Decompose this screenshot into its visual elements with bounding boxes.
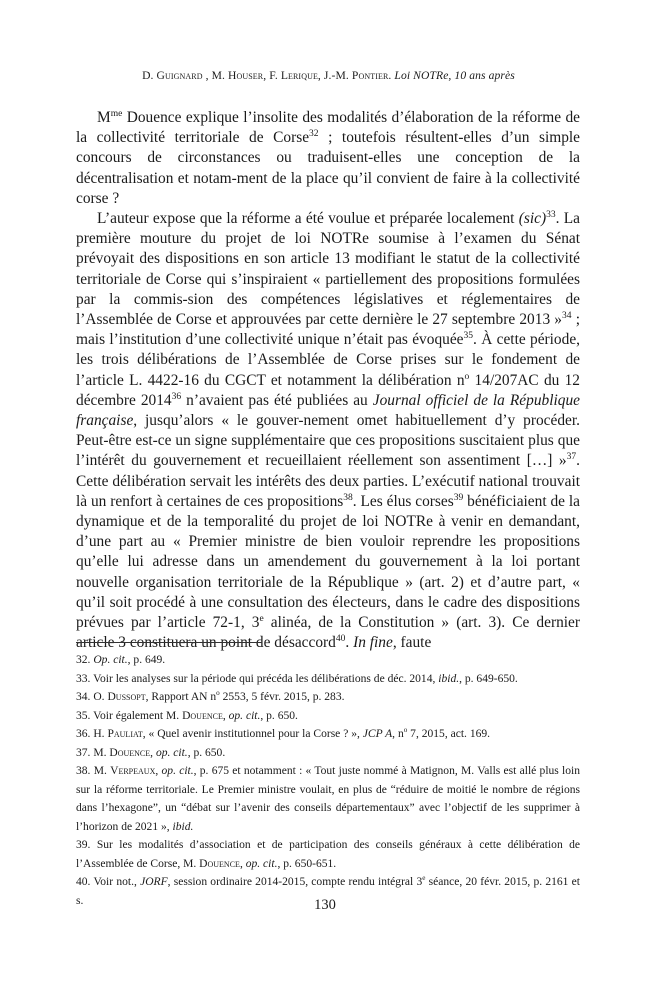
author-name: Verpeaux (110, 765, 156, 777)
text-run: 7, 2015, act. 169. (407, 728, 491, 740)
text-run: Voir les analyses sur la période qui précéda les délibérations de déc. 2014, (93, 672, 439, 685)
author-name: Douence (182, 709, 223, 722)
header-authors: D. Guignard , M. Houser, F. Lerique, J.-M. Pontier. (142, 69, 392, 82)
footnote-34 (76, 688, 580, 707)
text-run: . La première mouture du projet de loi NOTRe soumise à l’examen du Sénat prévoyait des dispositions en son article 13 modifiant le statut de la collectivité territoriale de Corse qui s’inspiraient « partiellement des propositions formulées par la commis-sion des compétences législatives et réglementaires de l’Assemblée de Corse et approuvées par cette dernière le 27 septembre 2013 » (76, 210, 580, 329)
superscript: me (110, 107, 123, 119)
text-run: , (222, 709, 229, 722)
text-run: , p. 675 et notamment : « Tout juste nommé à Matignon, M. Valls est allé plus loin sur la réforme territoriale. Le Premier ministre voulait, en plus de “réduire de moitié le nombre de régions dans l’hexagone”, un “débat sur l’avenir des conseils départementaux” avec l’objectif de les supprimer à l’horizon de 2021 », (76, 765, 581, 833)
text-run: . Les élus corses (352, 492, 454, 510)
author-name: Douence (109, 746, 151, 759)
footnote-38 (76, 762, 580, 836)
text-run: , faute (392, 634, 432, 652)
text-run: Sur les modalités d’association et de participation des conseils généraux à cette délibération de l’Assemblée de Corse, M. (76, 839, 580, 870)
text-run: , (150, 746, 156, 759)
journal-title-italic: Journal officiel de la République française (76, 391, 580, 430)
footnote-36 (76, 725, 580, 744)
footnote-ref-35[interactable]: 35 (463, 330, 474, 342)
text-run: M. (93, 765, 111, 777)
superscript: o (464, 370, 470, 382)
text-run: Douence explique l’insolite des modalités d’élaboration de la réforme de la collectivité territoriale de Corse (76, 109, 580, 147)
footnote-number: 40. (76, 876, 91, 888)
running-header (76, 69, 581, 82)
author-name: Douence (199, 857, 240, 870)
text-run: , « Quel avenir institutionnel pour la Corse ? », (142, 728, 363, 740)
italic-text: op. cit. (245, 857, 278, 870)
text-run: , p. 649-650. (459, 672, 518, 685)
italic-text: op. cit. (155, 746, 188, 759)
text-run: . À cette période, les trois délibérations de l’Assemblée de Corse prises sur le fondement de l’article L. 4422-16 du CGCT et notamment la délibération n (76, 331, 580, 389)
text-run: , (239, 857, 246, 870)
footnote-39 (76, 836, 580, 873)
text-run: bénéficiaient de la dynamique et de la temporalité du projet de loi NOTRe à venir en demandant, d’une part au « Premier ministre de bien vouloir reprendre les propositions qu’elle lui adresse dans un amendement du gouvernement à la loi portant nouvelle organisation territoriale de la République » (art. 2) et d’autre part, « qu’il soit procédé à une consultation des électeurs, dans le cadre des dispositions prévues par l’article 72-1, 3 (76, 492, 580, 632)
text-run: , p. 650. (187, 746, 226, 759)
page-number: 130 (314, 897, 336, 913)
text-run: 2553, 5 févr. 2015, p. 283. (219, 691, 345, 703)
author-name: Pauliat (107, 728, 143, 740)
superscript: o (403, 726, 408, 735)
text-run: M. (93, 746, 110, 759)
in-fine-italic: In fine (353, 634, 393, 652)
footnote-32 (76, 651, 580, 670)
footnote-ref-36[interactable]: 36 (171, 390, 182, 402)
text-run: n’avaient pas été publiées au (181, 391, 373, 409)
text-run: . (345, 634, 354, 652)
text-run: M (97, 109, 111, 126)
header-book-title: Loi NOTRe, 10 ans après (394, 69, 515, 82)
superscript: e (259, 612, 264, 624)
italic-text: Op. cit. (93, 654, 128, 666)
italic-text: ibid. (172, 820, 194, 833)
italic-text: ibid. (438, 672, 460, 685)
footnote-ref-39[interactable]: 39 (453, 491, 464, 503)
footnote-number: 33. (76, 672, 91, 685)
text-run: , n (392, 728, 404, 740)
footnote-ref-32[interactable]: 32 (309, 128, 319, 140)
superscript: o (216, 689, 220, 698)
text-run: , (155, 765, 162, 777)
text-run: , session ordinaire 2014-2015, compte rendu intégral 3 (167, 876, 423, 888)
italic-text: op. cit. (228, 709, 261, 722)
text-run: ; mais l’institution d’une collectivité unique n’était pas évoquée (76, 311, 581, 349)
author-name: Dussopt (107, 691, 146, 703)
footnote-number: 38. (76, 765, 91, 777)
text-run: , p. 650-651. (277, 857, 337, 870)
footnote-ref-40[interactable]: 40 (335, 633, 346, 645)
footnote-separator (76, 642, 262, 643)
text-run: , Rapport AN n (145, 691, 217, 703)
footnote-ref-38[interactable]: 38 (343, 491, 353, 503)
sic-italic: (sic) (518, 210, 547, 228)
footnote-number: 32. (76, 654, 91, 666)
text-run: séance, 20 févr. 2015, p. 2161 et s. (76, 876, 580, 907)
paragraph-1 (76, 108, 580, 209)
footnote-ref-33[interactable]: 33 (546, 208, 556, 220)
text-run: Voir not., (93, 876, 141, 888)
text-run: ; toutefois résultent-elles d’un simple concours de circonstances ou traduisent-elles une conception de la décentralisation et notam-ment de la place qu’il convient de faire à la collectivité corse ? (76, 129, 580, 207)
italic-text: JORF (140, 876, 168, 888)
footnote-number: 37. (76, 746, 91, 759)
text-run: . Cette délibération servait les intérêts des deux parties. L’exécutif national trouvait là un renfort à certaines de ces propositions (76, 452, 580, 510)
italic-text: JCP A (362, 728, 393, 740)
superscript: e (422, 874, 426, 883)
text-run: 14/207AC du 12 décembre 2014 (76, 371, 580, 409)
text-run: L’auteur expose que la réforme a été voulue et préparée localement (97, 210, 519, 228)
footnote-33 (76, 670, 580, 689)
footnote-number: 36. (76, 728, 91, 740)
footnote-35 (76, 707, 580, 726)
text-run: Voir également M. (93, 709, 183, 722)
text-run: , jusqu’alors « le gouver-nement omet habituellement d’y procéder. Peut-être est-ce un signe supplémentaire que ces propositions suscitaient plus que l’intérêt du gouvernement et recueillaient réellement son assentiment […] » (76, 412, 580, 470)
text-run: O. (93, 691, 108, 703)
italic-text: op. cit. (161, 765, 194, 777)
text-run: alinéa, de la Constitution » (art. 3). Ce dernier article 3 constituera un point de désaccord (76, 614, 580, 652)
text-run: , p. 649. (127, 654, 166, 666)
text-run: , p. 650. (260, 709, 298, 722)
text-run: H. (93, 728, 108, 740)
footnote-ref-34[interactable]: 34 (562, 309, 572, 321)
footnote-number: 35. (76, 709, 91, 722)
paragraph-2 (76, 209, 580, 653)
footnotes (76, 651, 580, 910)
main-text (76, 108, 580, 653)
footnote-number: 39. (76, 839, 91, 851)
footnote-ref-37[interactable]: 37 (566, 451, 577, 463)
footnote-37 (76, 744, 580, 763)
footnote-number: 34. (76, 691, 91, 703)
